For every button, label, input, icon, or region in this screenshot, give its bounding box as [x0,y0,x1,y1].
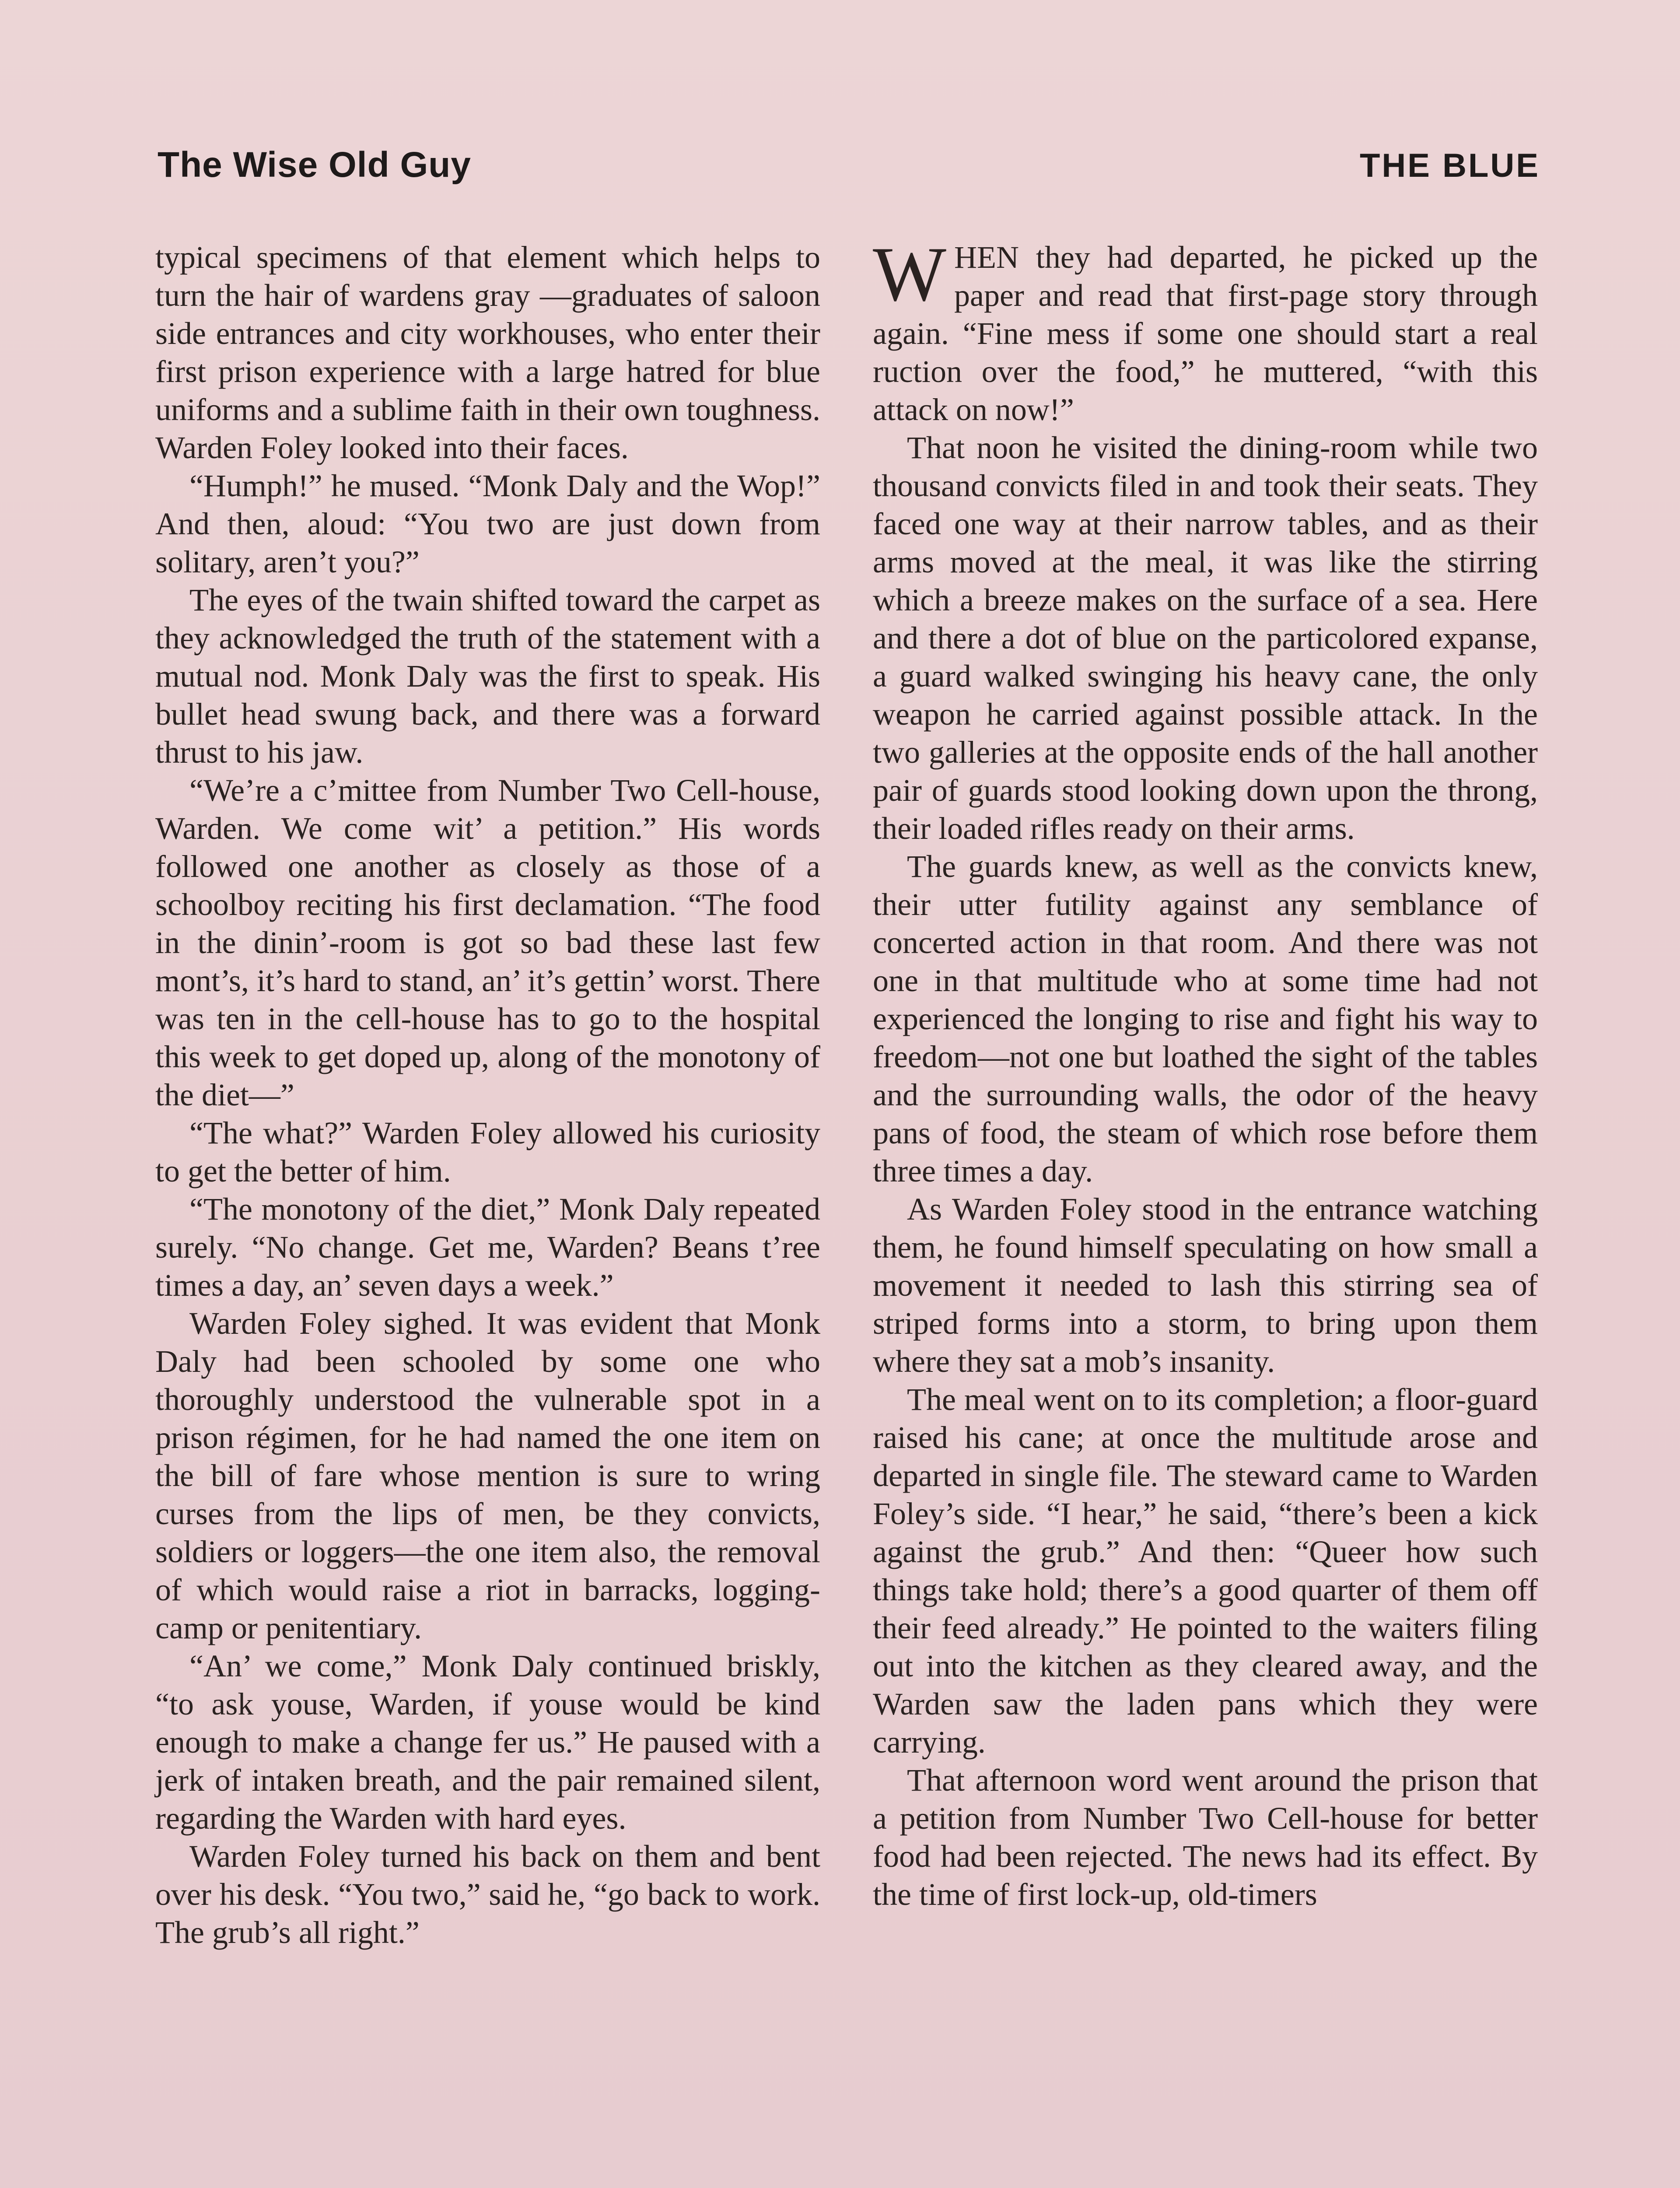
paragraph: “Humph!” he mused. “Monk Daly and the Wop!” And then, aloud: “You two are just down from solitary, aren’t you?” [155,468,820,579]
story-title-header: The Wise Old Guy [158,145,471,185]
opening-paragraph-text: HEN they had departed, he picked up the paper and read that first-page story through again. “Fine mess if some one should start a real ruction over the food,” he muttered, “with this attack on now!” [873,240,1538,427]
right-column [873,231,1538,2188]
text-columns [155,231,1538,2188]
opening-paragraph [873,231,1538,429]
paragraph: Warden Foley sighed. It was evident that Monk Daly had been schooled by some one who thoroughly understood the vulnerable spot in a prison régimen, for he had named the one item on the bill of fare whose mention is sure to wring curses from the lips of men, be they convicts, soldiers or loggers—the one item also, the removal of which would raise a riot in barracks, logging-camp or penitentiary. [155,1306,820,1645]
paragraph: The eyes of the twain shifted toward the carpet as they acknowledged the truth of the statement with a mutual nod. Monk Daly was the first to speak. His bullet head swung back, and there was a forward thrust to his jaw. [155,582,820,770]
paragraph: “The monotony of the diet,” Monk Daly repeated surely. “No change. Get me, Warden? Beans t’ree times a day, an’ seven days a week.” [155,1192,820,1303]
paragraph: As Warden Foley stood in the entrance watching them, he found himself speculating on how small a movement it needed to lash this stirring sea of striped forms into a storm, to bring upon them where they sat a mob’s insanity. [873,1192,1538,1379]
magazine-section-header: THE BLUE [1360,147,1540,184]
paragraph: The meal went on to its completion; a floor-guard raised his cane; at once the multitude arose and departed in single file. The steward came to Warden Foley’s side. “I hear,” he said, “there’s been a kick against the grub.” And then: “Queer how such things take hold; there’s a good quarter of them off their feed already.” He pointed to the waiters filing out into the kitchen as they cleared away, and the Warden saw the laden pans which they were carrying. [873,1382,1538,1760]
running-head [158,144,1540,197]
paragraph: typical specimens of that element which helps to turn the hair of wardens gray —graduates of saloon side entrances and city workhouses, who enter their first prison experience with a large hatred for blue uniforms and a sublime faith in their own toughness. Warden Foley looked into their faces. [155,240,820,465]
left-column [155,238,820,2188]
paragraph: That afternoon word went around the prison that a petition from Number Two Cell-house for better food had been rejected. The news had its effect. By the time of first lock-up, old-timers [873,1763,1538,1912]
drop-cap: W [873,231,947,317]
paragraph: “An’ we come,” Monk Daly continued briskly, “to ask youse, Warden, if youse would be kind enough to make a change fer us.” He paused with a jerk of intaken breath, and the pair remained silent, regarding the Warden with hard eyes. [155,1648,820,1836]
paragraph: “The what?” Warden Foley allowed his curiosity to get the better of him. [155,1115,820,1189]
paragraph: Warden Foley turned his back on them and bent over his desk. “You two,” said he, “go back to work. The grub’s all right.” [155,1839,820,1950]
paragraph: That noon he visited the dining-room while two thousand convicts filed in and took their seats. They faced one way at their narrow tables, and as their arms moved at the meal, it was like the stirring which a breeze makes on the surface of a sea. Here and there a dot of blue on the particolored expanse, a guard walked swinging his heavy cane, the only weapon he carried against possible attack. In the two galleries at the opposite ends of the hall another pair of guards stood looking down upon the throng, their loaded rifles ready on their arms. [873,430,1538,846]
paragraph: The guards knew, as well as the convicts knew, their utter futility against any semblance of concerted action in that room. And there was not one in that multitude who at some time had not experienced the longing to rise and fight his way to freedom—not one but loathed the sight of the tables and the surrounding walls, the odor of the heavy pans of food, the steam of which rose before them three times a day. [873,849,1538,1189]
paragraph: “We’re a c’mittee from Number Two Cell-house, Warden. We come wit’ a petition.” His words followed one another as closely as those of a schoolboy reciting his first declamation. “The food in the dinin’-room is got so bad these last few mont’s, it’s hard to stand, an’ it’s gettin’ worst. There was ten in the cell-house has to go to the hospital this week to get doped up, along of the monotony of the diet—” [155,773,820,1112]
